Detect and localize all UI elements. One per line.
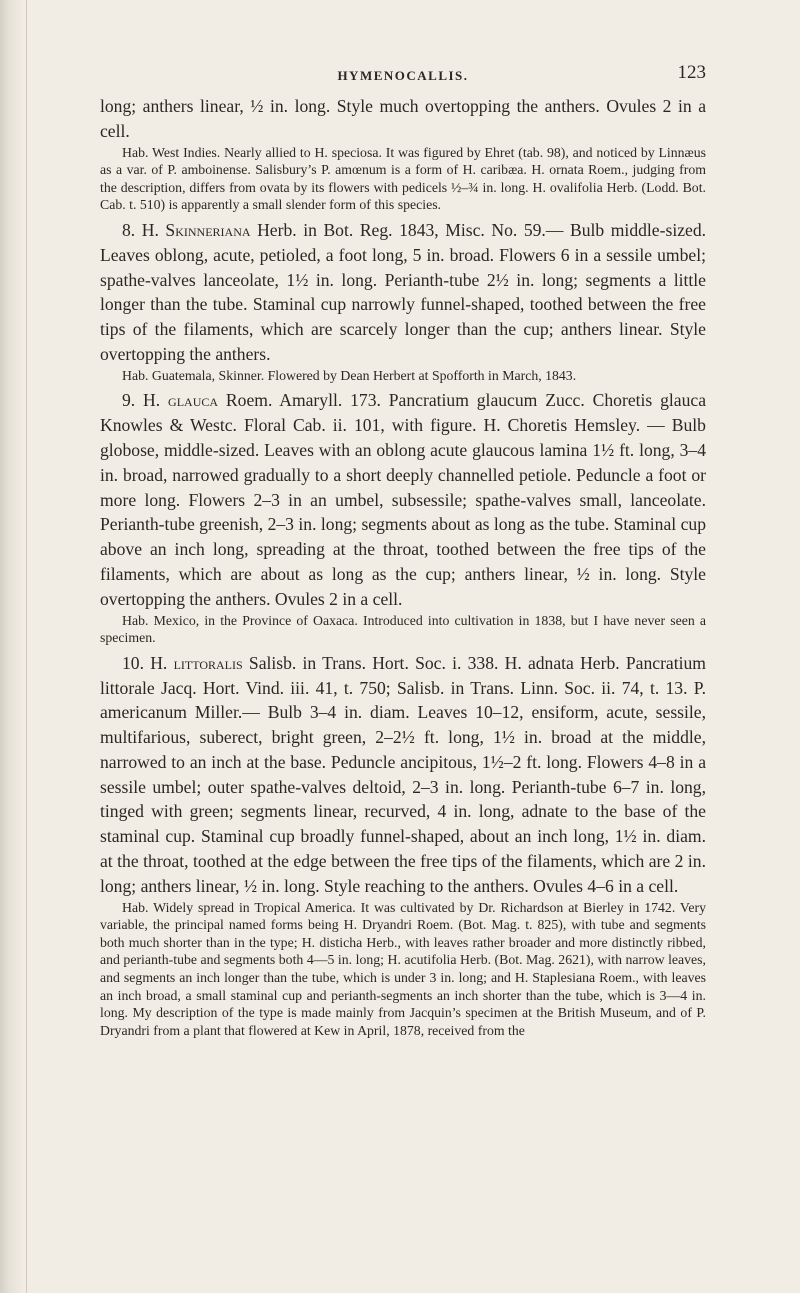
species-8-citation: Herb. in Bot. Reg. 1843, Misc. No. 59.— bbox=[257, 219, 564, 240]
continuation-text: long; anthers linear, ½ in. long. Style much overtopping the anthers. Ovules 2 in a cell. bbox=[100, 96, 706, 141]
running-head: HYMENOCALLIS. bbox=[337, 68, 469, 83]
species-10-text bbox=[100, 651, 706, 899]
species-entry-8 bbox=[100, 218, 706, 384]
species-9-description: Bulb globose, middle-sized. Leaves with an oblong acute glaucous lamina 1½ ft. long, 3–4 in. broad, narrowed gradually to a short deeply channelled petiole. Peduncle a foot or more long. Flowers 2–3 in an umbel, subsessile; spathe-valves small, lanceolate. Perianth-tube greenish, 2–3 in. long; segments about as long as the tube. Staminal cup above an inch long, spreading at the throat, toothed between the free tips of the filaments, which are about as long as the cup; anthers linear, ½ in. long. Style overtopping the anthers. Ovules 2 in a cell. bbox=[100, 415, 706, 609]
species-8-text bbox=[100, 218, 706, 367]
species-8-number: 8. H. bbox=[122, 219, 159, 240]
species-9-number: 9. H. bbox=[122, 390, 161, 411]
species-9-name: glauca bbox=[168, 390, 219, 411]
gutter-line bbox=[26, 0, 27, 1293]
species-10-name: littoralis bbox=[173, 652, 243, 673]
book-spine-shadow bbox=[0, 0, 22, 1293]
species-10-habitat: Hab. Widely spread in Tropical America. It was cultivated by Dr. Richardson at Bierley in 1742. Very variable, the principal named forms being H. Dryandri Roem. (Bot. Mag. t. 825), with tube and segments both much shorter than in the type; H. disticha Herb., with leaves rather broader and more distinctly ribbed, and perianth-tube and segments both 4—5 in. long; H. acutifolia Herb. (Bot. Mag. 2621), with narrow leaves, and segments an inch longer than the tube, which is under 3 in. long; and H. Staplesiana Roem., with leaves an inch broad, a small staminal cup and perianth-segments an inch shorter than the tube, which is 3—4 in. long. My description of the type is made mainly from Jacquin’s specimen at the British Museum, and of P. Dryandri from a plant that flowered at Kew in April, 1878, received from the bbox=[100, 899, 706, 1038]
species-10-description: Bulb 3–4 in. diam. Leaves 10–12, ensiform, acute, sessile, multifarious, suberect, bright green, 2–2½ ft. long, 1½ in. broad at the middle, narrowed to an inch at the base. Peduncle ancipitous, 1½–2 ft. long. Flowers 4–8 in a sessile umbel; outer spathe-valves deltoid, 2–3 in. long. Perianth-tube 6–7 in. long, tinged with green; segments linear, recurved, 4 in. long, adnate to the base of the staminal cup. Staminal cup broadly funnel-shaped, about an inch long, 1½ in. diam. at the throat, toothed at the edge between the free tips of the filaments, which are 2 in. long; anthers linear, ½ in. long. Style reaching to the anthers. Ovules 4–6 in a cell. bbox=[100, 702, 706, 896]
book-page bbox=[100, 58, 706, 1042]
species-10-citation: Salisb. in Trans. Hort. Soc. i. 338. H. adnata Herb. Pancratium littorale Jacq. Hort. Vind. iii. 41, t. 750; Salisb. in Trans. Linn. Soc. ii. 74, t. 13. P. americanum Miller.— bbox=[100, 652, 706, 723]
species-10-number: 10. H. bbox=[122, 652, 168, 673]
page-header bbox=[100, 58, 706, 94]
species-8-description: Bulb middle-sized. Leaves oblong, acute, petioled, a foot long, 5 in. broad. Flowers 6 in a sessile umbel; spathe-valves lanceolate, 1½ in. long. Perianth-tube 2½ in. long; segments a little longer than the tube. Staminal cup narrowly funnel-shaped, toothed between the free tips of the filaments, which are scarcely longer than the cup; anthers linear. Style overtopping the anthers. bbox=[100, 219, 707, 364]
species-9-citation: Roem. Amaryll. 173. Pancratium glaucum Zucc. Choretis glauca Knowles & Westc. Floral Cab. ii. 101, with figure. H. Choretis Hemsley. — bbox=[100, 390, 707, 436]
species-9-habitat: Hab. Mexico, in the Province of Oaxaca. Introduced into cultivation in 1838, but I have never seen a specimen. bbox=[100, 612, 706, 646]
species-entry-10 bbox=[100, 651, 706, 1040]
species-8-name: Skinneriana bbox=[165, 219, 251, 240]
page-number: 123 bbox=[677, 62, 706, 83]
species-8-habitat: Hab. Guatemala, Skinner. Flowered by Dean Herbert at Spofforth in March, 1843. bbox=[122, 367, 577, 383]
species-entry-9 bbox=[100, 388, 706, 646]
species-9-text bbox=[100, 388, 706, 611]
continuation-habitat: Hab. West Indies. Nearly allied to H. speciosa. It was figured by Ehret (tab. 98), and noticed by Linnæus as a var. of P. amboinense. Salisbury’s P. amœnum is a form of H. caribæa. H. ornata Roem., judging from the description, differs from ovata by its flowers with pedicels ½–¾ in. long. H. ovalifolia Herb. (Lodd. Bot. Cab. t. 510) is apparently a small slender form of this species. bbox=[100, 144, 706, 213]
